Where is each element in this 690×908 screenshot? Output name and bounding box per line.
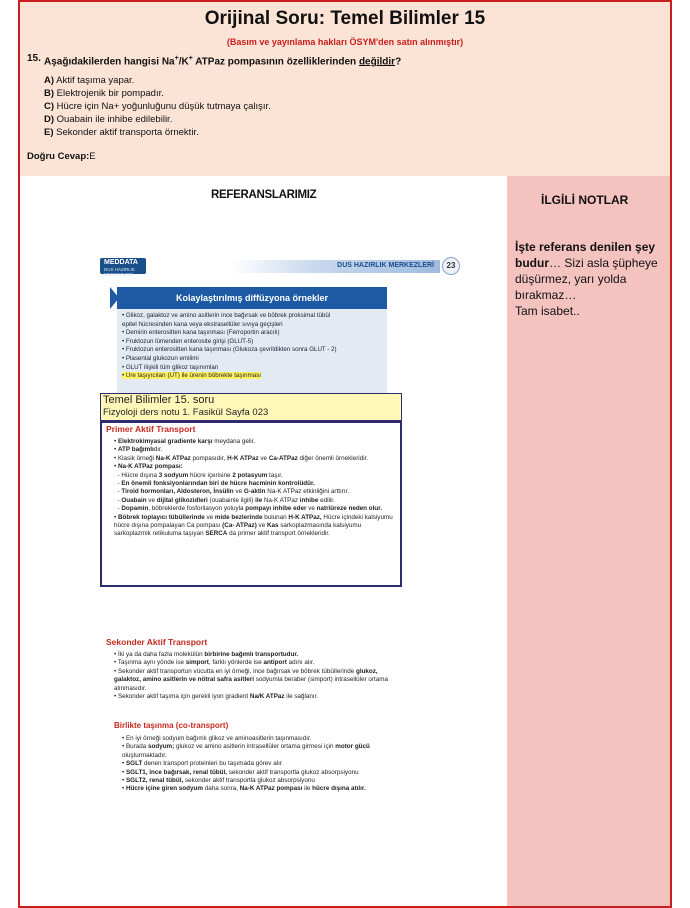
- sekonder-text: • İki ya da daha fazla molekülün birbirine bağımlı transportudur. • Taşınma aynı yönde ise simport, farklı yönlerde ise antiport adını alır. • Sekonder aktif transportun vücutta en iyi örneği, ince bağırsak ve böbrek tübüllerinde glukoz, galaktoz, amino asitlerin ve nötral safra asitleri sodyumla beraber (simport) intrasellüler ortama alınmasıdır. • Sekonder aktif taşıma için gerekli iyon gradient Na/K ATPaz ile sağlanır.: [114, 651, 389, 701]
- option-b: B) Elektrojenik bir pompadır.: [44, 88, 164, 99]
- notes-text: İşte referans denilen şey budur… Sizi asla şüpheye düşürmez, yarı yolda bırakmaz… Tam isabet..: [515, 240, 658, 318]
- references-heading: REFERANSLARIMIZ: [211, 189, 317, 201]
- option-c: C) Hücre için Na+ yoğunluğunu düşük tutmaya çalışır.: [44, 101, 271, 112]
- correct-answer: Doğru Cevap:E: [27, 151, 96, 162]
- notes-heading: İLGİLİ NOTLAR: [541, 193, 629, 207]
- header-band: DUS HAZIRLIK MERKEZLERİ: [230, 260, 440, 273]
- copyright-note: (Basım ve yayınlama hakları ÖSYM'den satın alınmıştır): [226, 37, 464, 47]
- option-a: A) Aktif taşıma yapar.: [44, 75, 135, 86]
- source-label-title: Temel Bilimler 15. soru: [103, 394, 215, 406]
- birlikte-title: Birlikte taşınma (co-transport): [114, 721, 229, 730]
- page-title: Orijinal Soru: Temel Bilimler 15: [204, 8, 486, 29]
- primer-title: Primer Aktif Transport: [106, 424, 196, 434]
- answer-options: [44, 74, 271, 139]
- source-label-detail: Fizyoloji ders notu 1. Fasikül Sayfa 023: [103, 407, 269, 418]
- option-e: E) Sekonder aktif transporta örnektir.: [44, 127, 199, 138]
- sekonder-title: Sekonder Aktif Transport: [106, 637, 208, 647]
- diffusion-title: Kolaylaştırılmış diffüzyona örnekler: [117, 287, 387, 309]
- reference-page-header: [100, 256, 458, 276]
- question-text: Aşağıdakilerden hangisi Na+/K+ ATPaz pompasının özelliklerinden değildir?: [44, 55, 402, 68]
- diffusion-list: • Glikoz, galaktoz ve amino asitlerin ince bağırsak ve böbrek proksimal tübül epitel hücresinden kana veya ekstrasellüler sıvıya geçişleri • Demirin enterositten kana taşınması (Ferroportin aracılı) • Fruktozun lümenden enterosite girişi (GLUT-5) • Fruktozun enterositten kana taşınması (Glukoza çevrildikten sonra GLUT - 2) • Plasental glukozun emilimi • GLUT ilişkili tüm glikoz taşınımları • Üre taşıyıcıları (UT) ile ürenin böbrekte taşınması: [122, 312, 337, 380]
- option-d: D) Ouabain ile inhibe edilebilir.: [44, 114, 173, 125]
- primer-text: • Elektrokimyasal gradiente karşı meydana gelir. • ATP bağımlıdır. • Klasik örneği Na-K ATPaz pompasıdır, H-K ATPaz ve Ca-ATPaz diğer önemli örnekleridir. • Na-K ATPaz pompası: - Hücre dışına 3 sodyum hücre içerisine 2 potasyum taşır. - En önemli fonksiyonlarından biri de hücre hacminin kontrolüdür. - Tiroid hormonları, Aldosteron, İnsülin ve G-aktin Na-K ATPaz etkinliğini arttırır. - Ouabain ve dijital glikozidleri (ouabainle ilgili) ile Na-K ATPaz inhibe edilir. - Dopamin, böbreklerde fosforilasyon yoluyla pompayı inhibe eder ve natriüreze neden olur. • Böbrek toplayıcı tübüllerinde ve mide bezlerinde bulunan H-K ATPaz, Hücre içindeki kalsiyumu hücre dışına pompalayan Ca pompası (Ca- ATPaz) ve Kas sarkoplazmasında kalsiyumu sarkoplazmik retikuluma taşıyan SERCA da primer aktif transport örnekleridir.: [114, 438, 393, 538]
- reference-page-image: [92, 248, 472, 848]
- meddata-logo: MEDDATA DUS HAZIRLIK MERKEZLERİ: [100, 258, 146, 274]
- highlighted-item: • Üre taşıyıcıları (UT) ile ürenin böbrekte taşınması: [122, 372, 262, 380]
- question-number: 15.: [27, 53, 41, 64]
- underlined-word: değildir: [358, 56, 396, 68]
- birlikte-text: • En iyi örneği sodyum bağımlı glikoz ve aminoasitlerin taşınmasıdır. • Burada sodyum; glukoz ve amino asitlerin intrasellüler ortama girmesi için motor gücü oluşturmaktadır. • SGLT denen transport proteinleri bu taşımada görev alır • SGLT1, ince bağırsak, renal tübül, sekonder aktif transportla glukoz absorpsiyonu • SGLT2, renal tübül, sekonder aktif transportla glukoz absorpsiyonu • Hücre içine giren sodyum daha sonra, Na-K ATPaz pompası ile hücre dışına atılır.: [122, 735, 370, 793]
- page-number: 23: [442, 257, 460, 275]
